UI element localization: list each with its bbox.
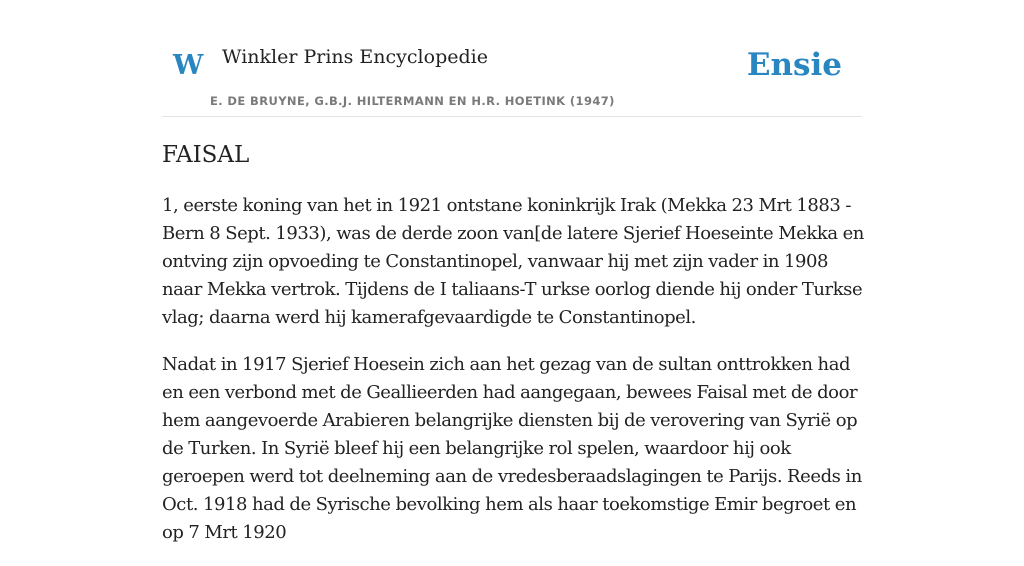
site-header — [162, 0, 862, 117]
article-body — [162, 140, 864, 566]
winkler-prins-logo[interactable]: W — [173, 50, 204, 81]
publication-authors: E. DE BRUYNE, G.B.J. HILTERMANN EN H.R. HOETINK (1947) — [210, 94, 615, 108]
article-paragraph: 1, eerste koning van het in 1921 ontstane koninkrijk Irak (Mekka 23 Mrt 1883 - Bern 8 Sept. 1933), was de derde zoon van[de latere Sjerief Hoeseinte Mekka en ontving zijn opvoeding te Constantinopel, vanwaar hij met zijn vader in 1908 naar Mekka vertrok. Tijdens de I taliaans-T urkse oorlog diende hij onder Turkse vlag; daarna werd hij kamerafgevaardigde te Constantinopel. — [162, 195, 864, 328]
article-title: FAISAL — [162, 142, 250, 168]
article-paragraph: Nadat in 1917 Sjerief Hoesein zich aan het gezag van de sultan onttrokken had en een verbond met de Geallieerden had aangegaan, bewees Faisal met de door hem aangevoerde Arabieren belangrijke diensten bij de verovering van Syrië op de Turken. In Syrië bleef hij een belangrijke rol spelen, waardoor hij ook geroepen werd tot deelneming aan de vredesberaadslagingen te Parijs. Reeds in Oct. 1918 had de Syrische bevolking hem als haar toekomstige Emir begroet en op 7 Mrt 1920 — [162, 354, 862, 543]
publication-title[interactable]: Winkler Prins Encyclopedie — [222, 46, 488, 68]
ensie-logo[interactable]: Ensie — [746, 47, 842, 83]
